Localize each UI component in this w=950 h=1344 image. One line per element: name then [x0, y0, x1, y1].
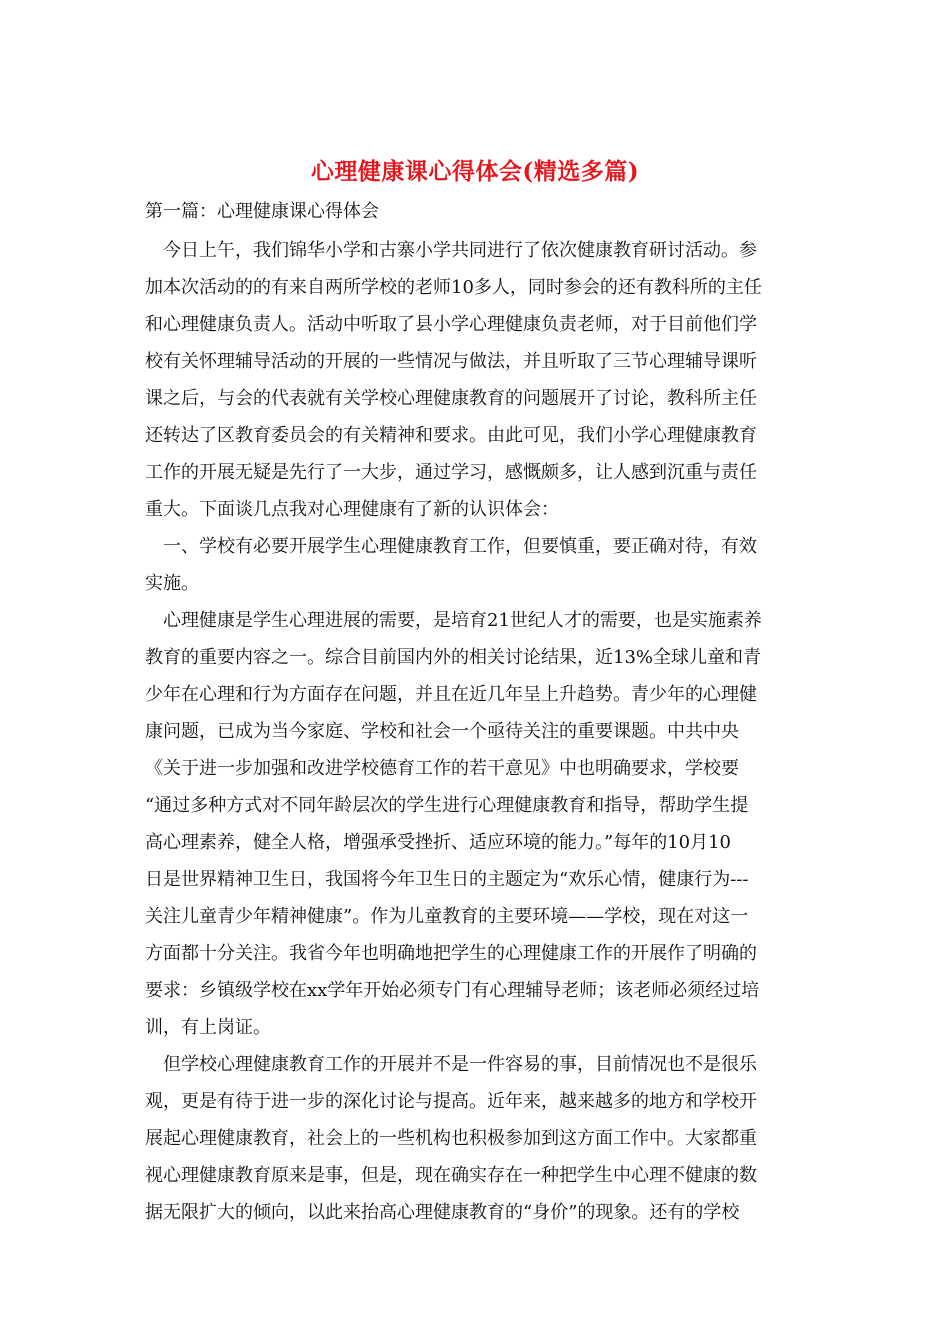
text-line: 方面都十分关注。我省今年也明确地把学生的心理健康工作的开展作了明确的: [145, 943, 757, 964]
text-line: 和心理健康负责人。活动中听取了县小学心理健康负责老师，对于目前他们学: [145, 314, 757, 335]
body-text: [145, 232, 810, 1231]
text-line: 高心理素养，健全人格，增强承受挫折、适应环境的能力。”每年的10月10: [145, 832, 732, 853]
section-heading: 第一篇：心理健康课心得体会: [145, 201, 379, 222]
text-line: 关注儿童青少年精神健康”。作为儿童教育的主要环境——学校，现在对这一: [145, 906, 749, 927]
document-title: 心理健康课心得体会(精选多篇): [310, 158, 640, 185]
text-line: 工作的开展无疑是先行了一大步，通过学习，感慨颇多，让人感到沉重与责任: [145, 462, 757, 483]
text-line: 展起心理健康教育，社会上的一些机构也积极参加到这方面工作中。大家都重: [145, 1128, 757, 1149]
text-line: 课之后，与会的代表就有关学校心理健康教育的问题展开了讨论，教科所主任: [145, 388, 757, 409]
text-line: 训，有上岗证。: [145, 1017, 271, 1038]
text-line: 视心理健康教育原来是事，但是，现在确实存在一种把学生中心理不健康的数: [145, 1165, 757, 1186]
text-line: 康问题，已成为当今家庭、学校和社会一个亟待关注的重要课题。中共中央: [145, 721, 739, 742]
text-line: 校有关怀理辅导活动的开展的一些情况与做法，并且听取了三节心理辅导课听: [145, 351, 757, 372]
text-line: 要求：乡镇级学校在xx学年开始必须专门有心理辅导老师；该老师必须经过培: [145, 980, 760, 1001]
text-line: “通过多种方式对不同年龄层次的学生进行心理健康教育和指导，帮助学生提: [145, 795, 749, 816]
text-line: 实施。: [145, 573, 199, 594]
text-line: 少年在心理和行为方面存在问题，并且在近几年呈上升趋势。青少年的心理健: [145, 684, 757, 705]
text-line: 心理健康是学生心理进展的需要，是培育21世纪人才的需要，也是实施素养: [145, 610, 762, 631]
text-line: 加本次活动的的有来自两所学校的老师10多人，同时参会的还有教科所的主任: [145, 277, 762, 298]
text-line: 还转达了区教育委员会的有关精神和要求。由此可见，我们小学心理健康教育: [145, 425, 757, 446]
text-line: 今日上午，我们锦华小学和古寨小学共同进行了依次健康教育研讨活动。参: [145, 240, 757, 261]
text-line: 《关于进一步加强和改进学校德育工作的若干意见》中也明确要求，学校要: [145, 758, 739, 779]
text-line: 日是世界精神卫生日，我国将今年卫生日的主题定为“欢乐心情，健康行为---: [145, 869, 749, 890]
text-line: 观，更是有待于进一步的深化讨论与提高。近年来，越来越多的地方和学校开: [145, 1091, 757, 1112]
text-line: 一、学校有必要开展学生心理健康教育工作，但要慎重，要正确对待，有效: [145, 536, 757, 557]
text-line: 但学校心理健康教育工作的开展并不是一件容易的事，目前情况也不是很乐: [145, 1054, 757, 1075]
text-line: 教育的重要内容之一。综合目前国内外的相关讨论结果，近13%全球儿童和青: [145, 647, 762, 668]
text-line: 重大。下面谈几点我对心理健康有了新的认识体会：: [145, 499, 559, 520]
text-line: 据无限扩大的倾向，以此来抬高心理健康教育的“身价”的现象。还有的学校: [145, 1202, 740, 1223]
